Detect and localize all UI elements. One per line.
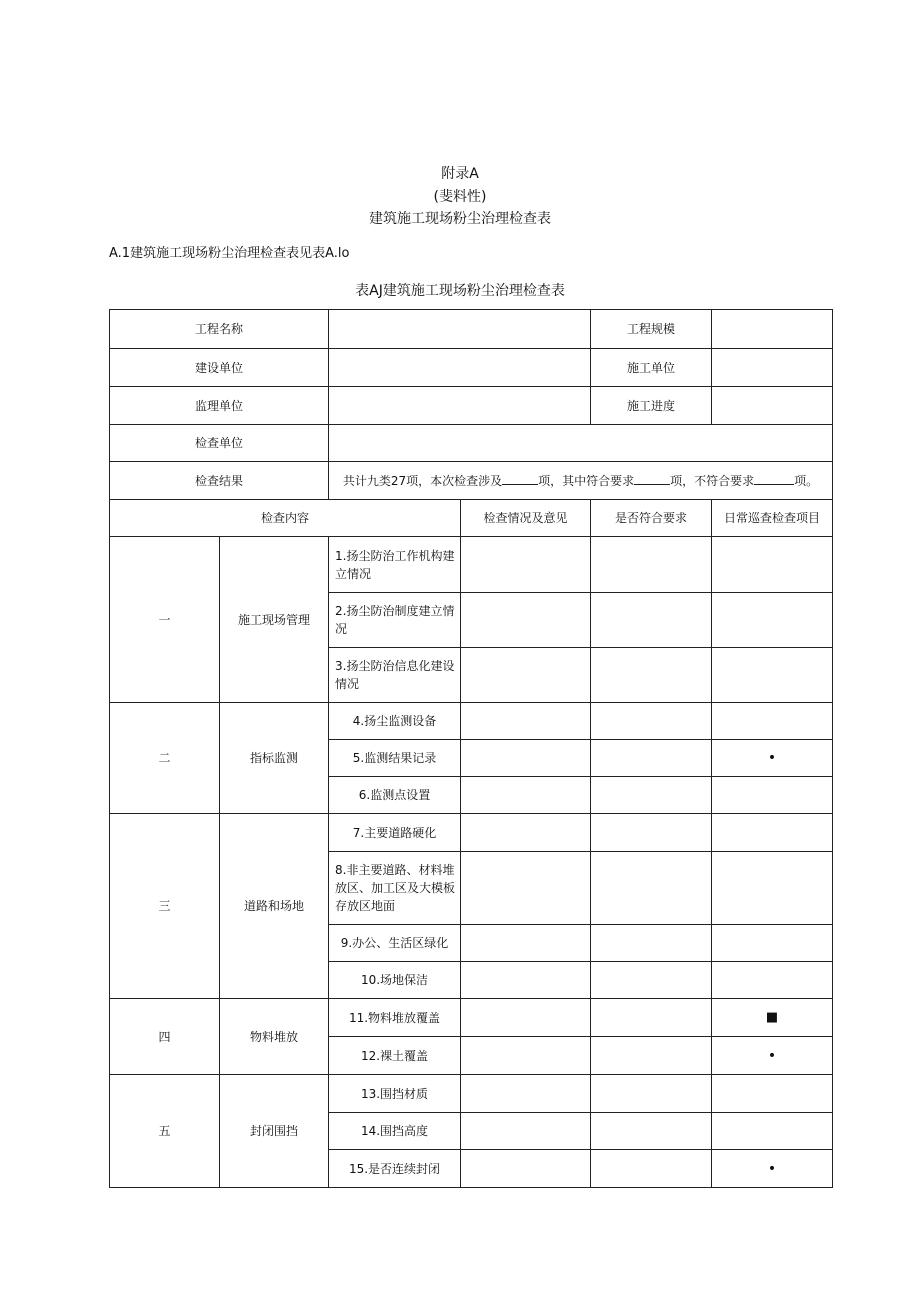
item-label: 8.非主要道路、材料堆放区、加工区及大模板存放区地面 (329, 852, 461, 925)
project-scale-label: 工程规模 (591, 310, 712, 349)
group-name: 物料堆放 (220, 999, 329, 1075)
situation-cell[interactable] (461, 1037, 591, 1075)
item-label: 1.扬尘防治工作机构建立情况 (329, 537, 461, 593)
daily-cell (712, 925, 833, 962)
situation-cell[interactable] (461, 925, 591, 962)
daily-check-square: ■ (712, 999, 833, 1037)
situation-cell[interactable] (461, 593, 591, 648)
item-label: 3.扬尘防治信息化建设情况 (329, 648, 461, 703)
conform-cell[interactable] (591, 593, 712, 648)
inspector-value[interactable] (329, 425, 833, 462)
column-situation: 检查情况及意见 (461, 500, 591, 537)
project-name-value[interactable] (329, 310, 591, 349)
situation-cell[interactable] (461, 703, 591, 740)
progress-label: 施工进度 (591, 387, 712, 425)
blank-conform[interactable] (634, 474, 670, 485)
progress-value[interactable] (712, 387, 833, 425)
group-number: 一 (110, 537, 220, 703)
intro-text: A.1建筑施工现场粉尘治理检查表见表A.lo (109, 246, 350, 261)
group-number: 四 (110, 999, 220, 1075)
project-name-label: 工程名称 (110, 310, 329, 349)
item-label: 6.监测点设置 (329, 777, 461, 814)
conform-cell[interactable] (591, 537, 712, 593)
conform-cell[interactable] (591, 925, 712, 962)
project-scale-value[interactable] (712, 310, 833, 349)
situation-cell[interactable] (461, 999, 591, 1037)
contractor-value[interactable] (712, 349, 833, 387)
supervisor-label: 监理单位 (110, 387, 329, 425)
conform-cell[interactable] (591, 703, 712, 740)
table-row (110, 387, 833, 425)
daily-cell (712, 1075, 833, 1113)
group-number: 五 (110, 1075, 220, 1188)
appendix-title: 附录A (441, 166, 479, 182)
item-label: 15.是否连续封闭 (329, 1150, 461, 1188)
table-row (110, 703, 833, 740)
item-label: 5.监测结果记录 (329, 740, 461, 777)
conform-cell[interactable] (591, 777, 712, 814)
result-label: 检查结果 (110, 462, 329, 500)
builder-label: 建设单位 (110, 349, 329, 387)
daily-cell (712, 777, 833, 814)
column-content: 检查内容 (110, 500, 461, 537)
item-label: 9.办公、生活区绿化 (329, 925, 461, 962)
column-conform: 是否符合要求 (591, 500, 712, 537)
daily-cell (712, 593, 833, 648)
supervisor-value[interactable] (329, 387, 591, 425)
conform-cell[interactable] (591, 1150, 712, 1188)
table-header-row (110, 500, 833, 537)
situation-cell[interactable] (461, 962, 591, 999)
situation-cell[interactable] (461, 648, 591, 703)
result-value[interactable] (329, 462, 833, 500)
situation-cell[interactable] (461, 537, 591, 593)
daily-cell (712, 852, 833, 925)
group-name: 封闭围挡 (220, 1075, 329, 1188)
daily-check-dot: • (712, 1037, 833, 1075)
conform-cell[interactable] (591, 648, 712, 703)
item-label: 13.围挡材质 (329, 1075, 461, 1113)
result-text-1: 共计九类27项，本次检查涉及 (342, 473, 503, 488)
table-row (110, 537, 833, 593)
table-row (110, 999, 833, 1037)
builder-value[interactable] (329, 349, 591, 387)
daily-cell (712, 1113, 833, 1150)
contractor-label: 施工单位 (591, 349, 712, 387)
result-text-3: 项，不符合要求 (670, 473, 755, 488)
inspector-label: 检查单位 (110, 425, 329, 462)
appendix-type: (斐料性) (433, 189, 487, 205)
column-daily: 日常巡查检查项目 (712, 500, 833, 537)
table-row (110, 349, 833, 387)
daily-check-dot: • (712, 740, 833, 777)
daily-cell (712, 703, 833, 740)
table-row (110, 1075, 833, 1113)
appendix-heading: 建筑施工现场粉尘治理检查表 (369, 211, 551, 227)
item-label: 10.场地保洁 (329, 962, 461, 999)
situation-cell[interactable] (461, 1150, 591, 1188)
situation-cell[interactable] (461, 814, 591, 852)
conform-cell[interactable] (591, 962, 712, 999)
daily-check-dot: • (712, 1150, 833, 1188)
blank-nonconform[interactable] (754, 474, 794, 485)
conform-cell[interactable] (591, 1113, 712, 1150)
group-name: 施工现场管理 (220, 537, 329, 703)
daily-cell (712, 537, 833, 593)
group-number: 二 (110, 703, 220, 814)
table-row (110, 425, 833, 462)
item-label: 4.扬尘监测设备 (329, 703, 461, 740)
daily-cell (712, 962, 833, 999)
conform-cell[interactable] (591, 814, 712, 852)
group-name: 指标监测 (220, 703, 329, 814)
conform-cell[interactable] (591, 999, 712, 1037)
conform-cell[interactable] (591, 740, 712, 777)
group-number: 三 (110, 814, 220, 999)
result-text-4: 项。 (794, 473, 819, 488)
item-label: 14.围挡高度 (329, 1113, 461, 1150)
conform-cell[interactable] (591, 1037, 712, 1075)
situation-cell[interactable] (461, 852, 591, 925)
result-text-2: 项，其中符合要求 (538, 473, 635, 488)
table-caption: 表AJ建筑施工现场粉尘治理检查表 (355, 283, 565, 299)
conform-cell[interactable] (591, 1075, 712, 1113)
item-label: 11.物料堆放覆盖 (329, 999, 461, 1037)
situation-cell[interactable] (461, 1075, 591, 1113)
daily-cell (712, 648, 833, 703)
item-label: 2.扬尘防治制度建立情况 (329, 593, 461, 648)
conform-cell[interactable] (591, 852, 712, 925)
blank-involved[interactable] (502, 474, 538, 485)
situation-cell[interactable] (461, 740, 591, 777)
item-label: 7.主要道路硬化 (329, 814, 461, 852)
daily-cell (712, 814, 833, 852)
situation-cell[interactable] (461, 777, 591, 814)
item-label: 12.裸土覆盖 (329, 1037, 461, 1075)
situation-cell[interactable] (461, 1113, 591, 1150)
group-name: 道路和场地 (220, 814, 329, 999)
inspection-table (109, 309, 833, 1188)
table-row (110, 462, 833, 500)
table-row (110, 814, 833, 852)
table-row (110, 310, 833, 349)
